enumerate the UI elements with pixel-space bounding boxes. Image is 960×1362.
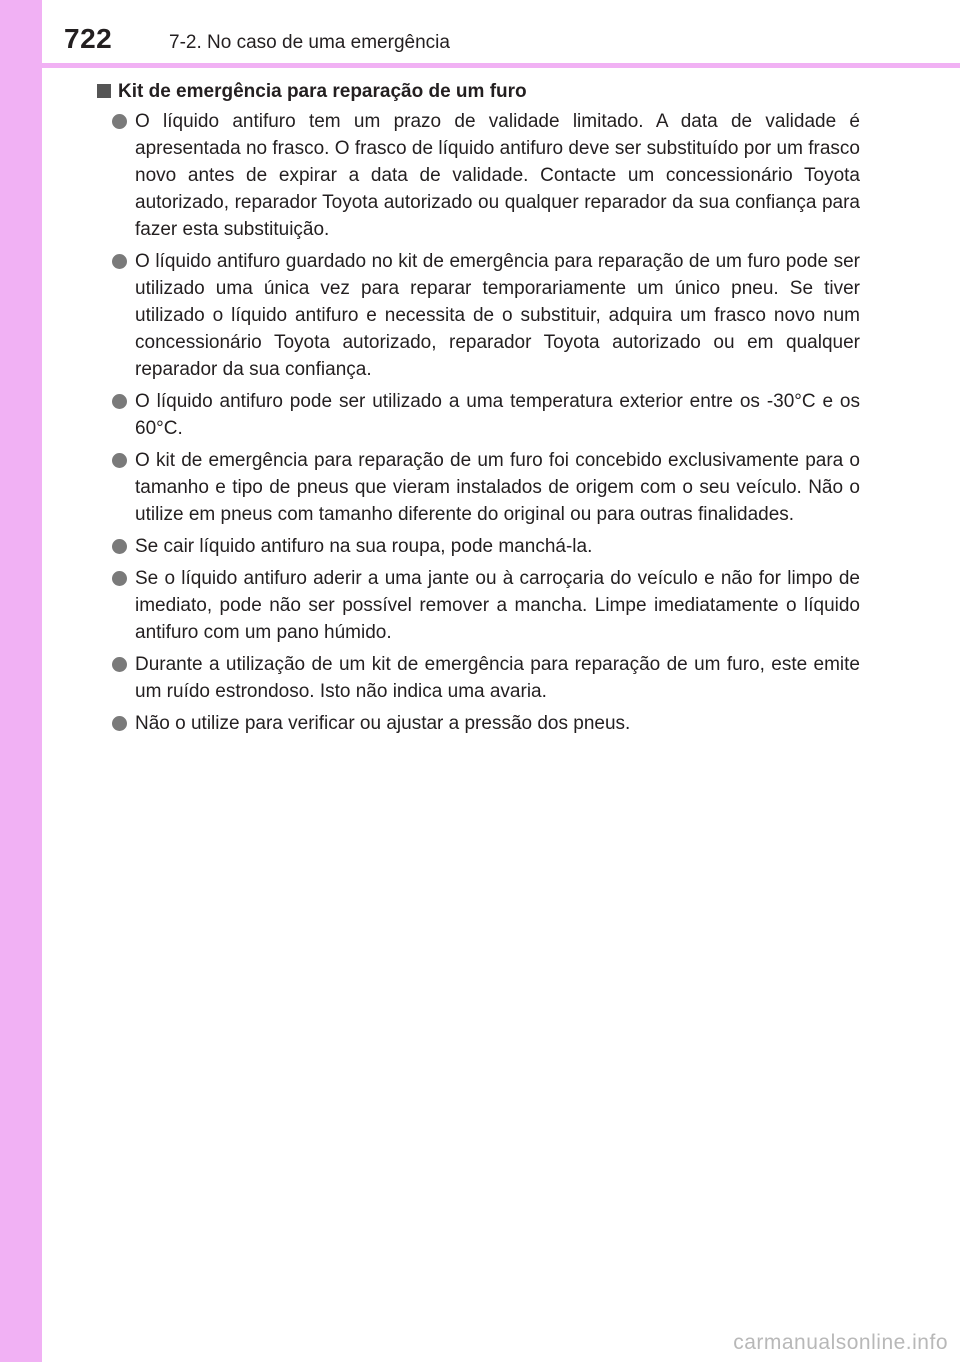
content-area xyxy=(97,78,860,742)
watermark: carmanualsonline.info xyxy=(733,1331,948,1354)
bullet-list xyxy=(97,108,860,737)
list-item xyxy=(97,108,860,243)
list-item xyxy=(97,565,860,646)
list-item xyxy=(97,447,860,528)
list-item xyxy=(97,248,860,383)
subsection-heading xyxy=(97,78,860,105)
list-item xyxy=(97,388,860,442)
square-icon xyxy=(97,84,111,98)
bullet-dot-icon xyxy=(112,657,127,672)
list-item-text: O kit de emergência para reparação de um furo foi concebido exclusivamente para o tamanho e tipo de pneus que vieram instalados de origem com o seu veículo. Não o utilize em pneus com tamanho diferente do original ou para outras finalidades. xyxy=(135,450,860,525)
page-number: 722 xyxy=(64,23,113,54)
bullet-dot-icon xyxy=(112,716,127,731)
section-title: 7-2. No caso de uma emergência xyxy=(169,32,450,53)
bullet-dot-icon xyxy=(112,114,127,129)
bullet-dot-icon xyxy=(112,453,127,468)
header-rule xyxy=(42,63,960,68)
list-item-text: O líquido antifuro tem um prazo de validade limitado. A data de validade é apresentada no frasco. O frasco de líquido antifuro deve ser substituído por um frasco novo antes de expirar a data de validade. Contacte um concessionário Toyota autorizado, reparador Toyota autorizado ou qualquer reparador da sua confiança para fazer esta substituição. xyxy=(135,111,860,240)
list-item xyxy=(97,533,860,560)
list-item-text: Durante a utilização de um kit de emergência para reparação de um furo, este emite um ruído estrondoso. Isto não indica uma avaria. xyxy=(135,654,860,702)
list-item-text: Não o utilize para verificar ou ajustar a pressão dos pneus. xyxy=(135,713,631,734)
list-item-text: Se o líquido antifuro aderir a uma jante ou à carroçaria do veículo e não for limpo de imediato, pode não ser possível remover a mancha. Limpe imediatamente o líquido antifuro com um pano húmido. xyxy=(135,568,860,643)
bullet-dot-icon xyxy=(112,571,127,586)
bullet-dot-icon xyxy=(112,254,127,269)
list-item-text: Se cair líquido antifuro na sua roupa, pode manchá-la. xyxy=(135,536,593,557)
side-color-band xyxy=(0,0,42,1362)
bullet-dot-icon xyxy=(112,394,127,409)
list-item-text: O líquido antifuro pode ser utilizado a uma temperatura exterior entre os -30°C e os 60°C. xyxy=(135,391,860,439)
list-item xyxy=(97,651,860,705)
list-item xyxy=(97,710,860,737)
bullet-dot-icon xyxy=(112,539,127,554)
subsection-title: Kit de emergência para reparação de um furo xyxy=(118,81,527,102)
list-item-text: O líquido antifuro guardado no kit de emergência para reparação de um furo pode ser utilizado uma única vez para reparar temporariamente um único pneu. Se tiver utilizado o líquido antifuro e necessita de o substituir, adquira um frasco novo num concessionário Toyota autorizado, reparador Toyota autorizado ou em qualquer reparador da sua confiança. xyxy=(135,251,860,380)
